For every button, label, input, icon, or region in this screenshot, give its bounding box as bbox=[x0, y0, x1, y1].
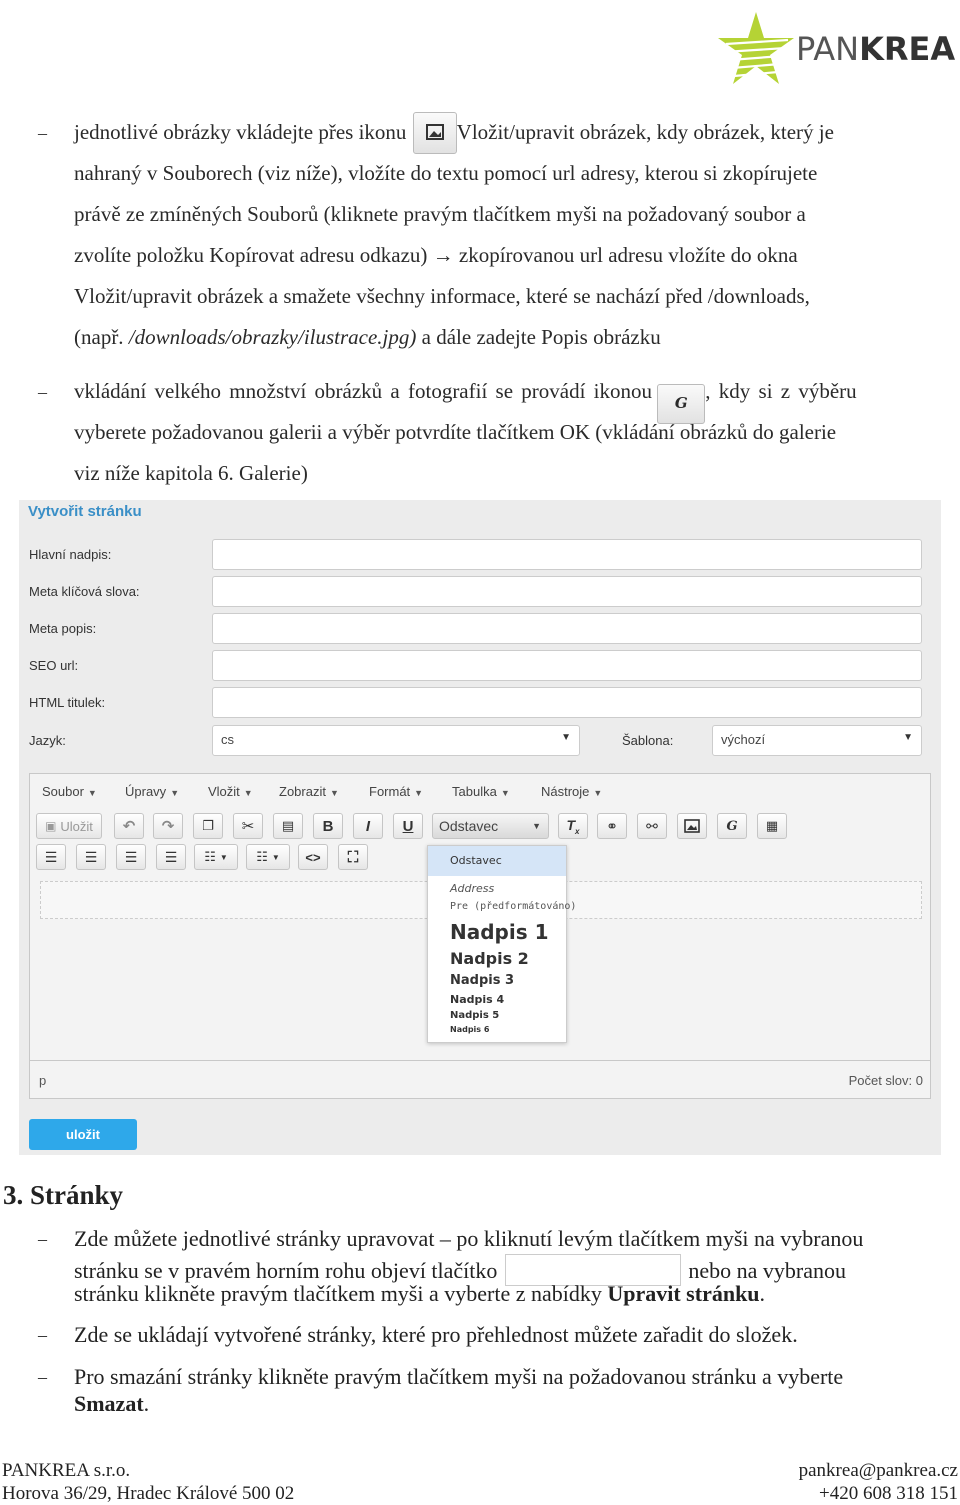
bullet-list-icon: ☷ bbox=[204, 849, 216, 864]
label-language: Jazyk: bbox=[29, 733, 66, 748]
unlink-icon: ⚯ bbox=[646, 817, 658, 834]
text: Vložit/upravit obrázek, kdy obrázek, který je bbox=[456, 120, 834, 144]
footer-email: pankrea@pankrea.cz bbox=[798, 1460, 958, 1481]
create-page-form bbox=[19, 500, 941, 1155]
dropdown-item-h4[interactable]: Nadpis 4 bbox=[450, 993, 505, 1006]
underline-icon: U bbox=[402, 817, 414, 835]
menu-format[interactable]: Formát ▼ bbox=[369, 784, 424, 799]
menu-table[interactable]: Tabulka ▼ bbox=[452, 784, 510, 799]
chevron-down-icon: ▼ bbox=[903, 732, 913, 743]
label-main-heading: Hlavní nadpis: bbox=[29, 547, 112, 562]
undo-button[interactable] bbox=[114, 813, 144, 839]
label-meta-keywords: Meta klíčová slova: bbox=[29, 584, 140, 599]
text-line bbox=[74, 112, 834, 154]
footer-company: PANKREA s.r.o. bbox=[2, 1460, 131, 1481]
text-line: Zde se ukládají vytvořené stránky, které pro přehlednost můžete zařadit do složek. bbox=[74, 1322, 798, 1347]
media-button[interactable] bbox=[757, 813, 787, 839]
template-select[interactable]: výchozí ▼ bbox=[712, 725, 922, 756]
align-right-icon: ☰ bbox=[124, 848, 138, 865]
save-button[interactable]: uložit bbox=[29, 1119, 137, 1150]
copy-icon: ❐ bbox=[202, 818, 214, 833]
text-line: vyberete požadovanou galerii a výběr potvrdíte tlačítkem OK (vkládání obrázků do galerie bbox=[74, 420, 837, 444]
cut-button[interactable] bbox=[233, 813, 263, 839]
numbered-list-button[interactable] bbox=[246, 844, 290, 870]
align-center-button[interactable] bbox=[76, 844, 106, 870]
clear-format-button[interactable] bbox=[558, 813, 588, 839]
image-icon bbox=[684, 819, 700, 833]
scissors-icon: ✂ bbox=[241, 818, 255, 835]
clipboard-icon: ▤ bbox=[281, 818, 295, 833]
chevron-down-icon: ▼ bbox=[219, 852, 228, 862]
section-heading: 3. Stránky bbox=[3, 1180, 124, 1210]
status-path: p bbox=[39, 1073, 47, 1088]
menu-file[interactable]: Soubor ▼ bbox=[42, 784, 97, 799]
bullet-dash: – bbox=[38, 123, 47, 143]
meta-description-input[interactable] bbox=[212, 613, 922, 644]
chevron-down-icon: ▼ bbox=[271, 852, 280, 862]
text-line: viz níže kapitola 6. Galerie) bbox=[74, 461, 308, 485]
source-code-button[interactable] bbox=[298, 844, 328, 870]
text: jednotlivé obrázky vkládejte přes ikonu bbox=[74, 120, 407, 144]
bold-icon: B bbox=[322, 817, 334, 835]
label-template: Šablona: bbox=[622, 733, 674, 748]
bullet-dash: – bbox=[38, 1325, 47, 1345]
text-line: Pro smazání stránky klikněte pravým tlačítkem myši na požadovanou stránku a vyberte bbox=[74, 1364, 844, 1389]
dropdown-item-h1[interactable]: Nadpis 1 bbox=[450, 920, 549, 944]
text-line: Zde můžete jednotlivé stránky upravovat – po kliknutí levým tlačítkem myši na vybranou bbox=[74, 1226, 864, 1251]
undo-icon: ↶ bbox=[122, 818, 136, 835]
meta-keywords-input[interactable] bbox=[212, 576, 922, 607]
save-toolbar-button[interactable]: ▣ Uložit bbox=[36, 813, 102, 839]
star-logo-icon bbox=[716, 10, 796, 88]
bullet-dash: – bbox=[38, 1367, 47, 1387]
text: vkládání velkého množství obrázků a fotografií se provádí ikonou bbox=[74, 379, 653, 403]
menu-edit[interactable]: Úpravy ▼ bbox=[125, 784, 180, 799]
gallery-icon: G bbox=[726, 818, 738, 834]
text-line: nahraný v Souborech (viz níže), vložíte do textu pomocí url adresy, kterou si zkopírujete bbox=[74, 161, 818, 185]
fullscreen-icon: ⛶ bbox=[347, 848, 359, 866]
text-line: právě ze zmíněných Souborů (kliknete pravým tlačítkem myši na požadovaný soubor a bbox=[74, 202, 806, 226]
insert-image-icon bbox=[413, 112, 457, 154]
dropdown-item-paragraph[interactable]: Odstavec bbox=[428, 846, 566, 876]
label-meta-description: Meta popis: bbox=[29, 621, 97, 636]
dropdown-item-pre[interactable]: Pre (předformátováno) bbox=[450, 901, 577, 912]
code-icon: <> bbox=[305, 849, 321, 865]
html-title-input[interactable] bbox=[212, 687, 922, 718]
menu-insert[interactable]: Vložit ▼ bbox=[208, 784, 253, 799]
footer-phone: +420 608 318 151 bbox=[819, 1483, 958, 1504]
label-seo-url: SEO url: bbox=[29, 658, 79, 673]
bullet-list-button[interactable] bbox=[194, 844, 238, 870]
text-line: zvolíte položku Kopírovat adresu odkazu) → zkopírovanou url adresu vložíte do okna bbox=[74, 243, 798, 267]
format-select[interactable]: Odstavec ▼ bbox=[432, 813, 549, 839]
dropdown-item-h6[interactable]: Nadpis 6 bbox=[450, 1025, 490, 1034]
text-line: stránku klikněte pravým tlačítkem myši a vyberte z nabídky Upravit stránku. bbox=[74, 1281, 766, 1306]
word-count: Počet slov: 0 bbox=[848, 1073, 923, 1088]
dropdown-item-h3[interactable]: Nadpis 3 bbox=[450, 973, 515, 988]
menu-view[interactable]: Zobrazit ▼ bbox=[279, 784, 339, 799]
copy-button[interactable] bbox=[193, 813, 223, 839]
align-left-button[interactable] bbox=[36, 844, 66, 870]
chevron-down-icon: ▼ bbox=[561, 732, 571, 743]
chevron-down-icon: ▼ bbox=[532, 821, 541, 831]
film-icon: ▦ bbox=[765, 818, 779, 833]
paste-button[interactable] bbox=[273, 813, 303, 839]
numbered-list-icon: ☷ bbox=[256, 849, 268, 864]
form-title: Vytvořit stránku bbox=[28, 503, 142, 520]
format-dropdown bbox=[427, 845, 577, 1043]
text-line: (např. /downloads/obrazky/ilustrace.jpg) a dále zadejte Popis obrázku bbox=[74, 325, 661, 349]
clear-format-icon: $T_x$ bbox=[566, 816, 580, 836]
company-logo bbox=[716, 10, 956, 90]
menu-tools[interactable]: Nástroje ▼ bbox=[541, 784, 603, 799]
logo-wordmark: PANKREA bbox=[796, 30, 956, 68]
align-left-icon: ☰ bbox=[44, 848, 58, 865]
gallery-button[interactable] bbox=[717, 813, 747, 839]
align-right-button[interactable] bbox=[116, 844, 146, 870]
link-icon: ⚭ bbox=[606, 817, 618, 834]
gallery-icon: G bbox=[657, 384, 705, 424]
text-line: Smazat. bbox=[74, 1391, 150, 1416]
dropdown-item-address[interactable]: Address bbox=[450, 882, 495, 895]
floppy-icon: ▣ bbox=[45, 819, 57, 833]
unlink-button[interactable] bbox=[637, 813, 667, 839]
italic-icon: I bbox=[365, 817, 371, 835]
bullet-dash: – bbox=[38, 382, 47, 402]
redo-button[interactable] bbox=[153, 813, 183, 839]
footer-address: Horova 36/29, Hradec Králové 500 02 bbox=[2, 1483, 295, 1504]
label-html-title: HTML titulek: bbox=[29, 695, 106, 710]
fullscreen-button[interactable] bbox=[338, 844, 368, 870]
dropdown-item-h2[interactable]: Nadpis 2 bbox=[450, 949, 529, 968]
insert-image-button[interactable] bbox=[677, 813, 707, 839]
bold-button[interactable] bbox=[313, 813, 343, 839]
italic-button[interactable] bbox=[353, 813, 383, 839]
text-line: stránku se v pravém horním rohu objeví tlačítko nebo na vybranou bbox=[74, 1254, 846, 1286]
bullet-dash: – bbox=[38, 1229, 47, 1249]
divider bbox=[30, 1060, 930, 1061]
seo-url-input[interactable] bbox=[212, 650, 922, 681]
justify-button[interactable] bbox=[156, 844, 186, 870]
redo-icon: ↷ bbox=[161, 818, 175, 835]
dropdown-item-h5[interactable]: Nadpis 5 bbox=[450, 1010, 500, 1021]
underline-button[interactable] bbox=[393, 813, 423, 839]
text: , kdy si z výběru bbox=[705, 379, 857, 403]
language-select[interactable]: cs ▼ bbox=[212, 725, 580, 756]
text-line: Vložit/upravit obrázek a smažete všechny informace, které se nachází před /downloads, bbox=[74, 284, 810, 308]
align-center-icon: ☰ bbox=[84, 848, 98, 865]
main-heading-input[interactable] bbox=[212, 539, 922, 570]
justify-icon: ☰ bbox=[164, 848, 178, 865]
link-button[interactable] bbox=[597, 813, 627, 839]
